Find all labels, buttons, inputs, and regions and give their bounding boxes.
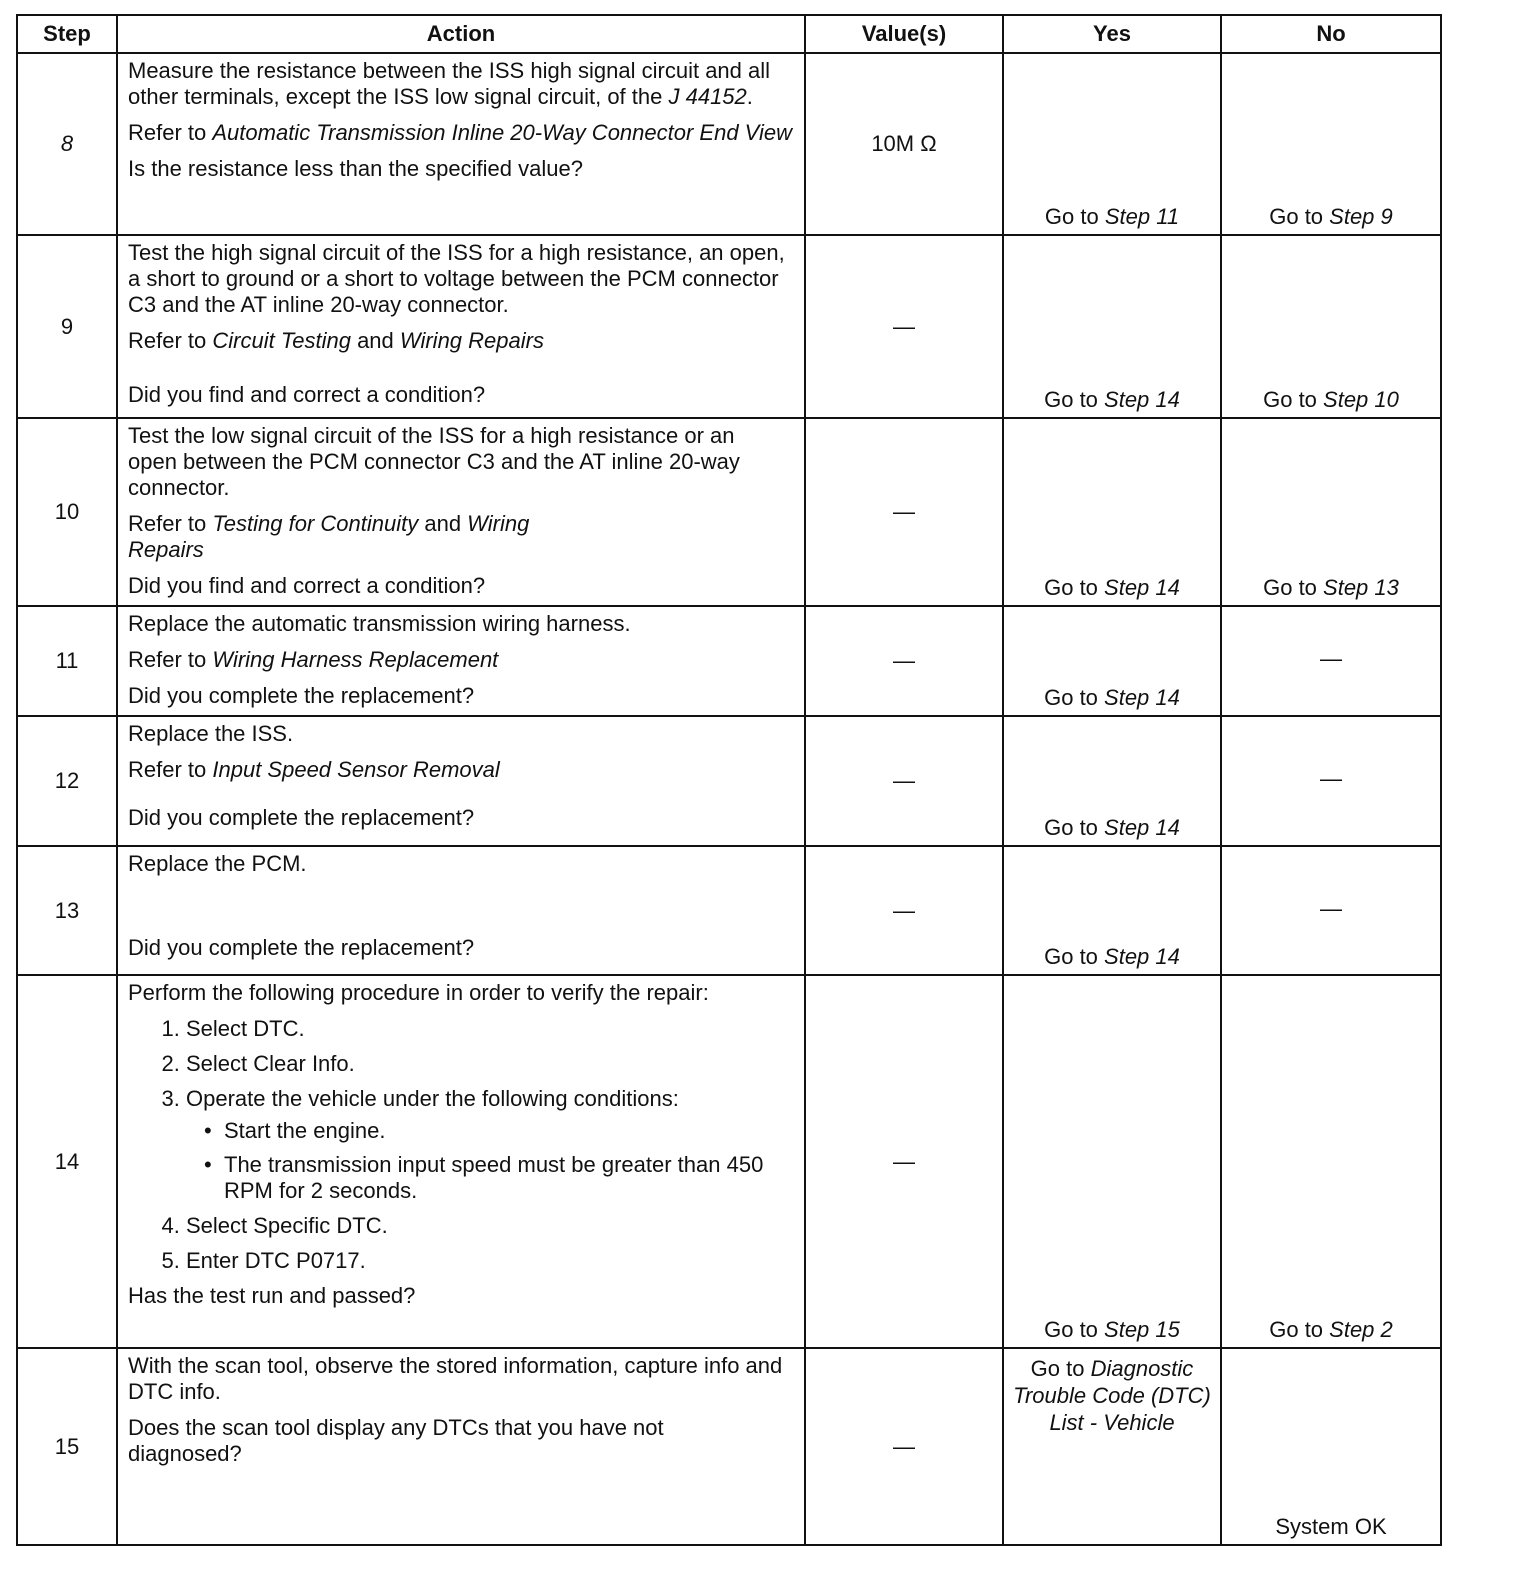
yes-link[interactable]: Step 11 <box>1104 204 1180 229</box>
action-text: Replace the PCM. <box>128 851 307 876</box>
step-number: 11 <box>17 606 117 716</box>
action-cell <box>117 606 805 716</box>
yes-link[interactable]: Step 15 <box>1104 1317 1180 1342</box>
yes-link[interactable]: Step 14 <box>1104 575 1180 600</box>
no-cell: — <box>1221 716 1441 846</box>
action-question: Did you find and correct a condition? <box>128 382 486 407</box>
reference-link[interactable]: Wiring Repairs <box>128 511 530 562</box>
yes-cell: Go to Step 14 <box>1003 418 1221 606</box>
action-question: Did you find and correct a condition? <box>128 573 486 598</box>
step-number: 12 <box>17 716 117 846</box>
step-number: 13 <box>17 846 117 975</box>
reference-link[interactable]: Wiring Repairs <box>399 328 544 353</box>
no-cell: — <box>1221 606 1441 716</box>
action-cell <box>117 418 805 606</box>
yes-cell: Go to Step 14 <box>1003 716 1221 846</box>
header-action: Action <box>117 15 805 53</box>
header-row <box>17 15 1441 53</box>
action-text: Replace the automatic transmission wiring harness. <box>128 611 631 636</box>
diagnostic-table <box>16 14 1442 1546</box>
list-item: • The transmission input speed must be greater than 450 RPM for 2 seconds. <box>224 1152 794 1204</box>
action-cell <box>117 975 805 1348</box>
table-row <box>17 975 1441 1348</box>
table-row <box>17 716 1441 846</box>
value-cell: — <box>805 235 1003 418</box>
table-row <box>17 418 1441 606</box>
action-question: Does the scan tool display any DTCs that you have not diagnosed? <box>128 1415 664 1466</box>
no-cell: Go to Step 13 <box>1221 418 1441 606</box>
list-item: • Start the engine. <box>224 1118 794 1144</box>
action-text: Replace the ISS. <box>128 721 294 746</box>
reference-link[interactable]: Testing for Continuity <box>212 511 419 536</box>
yes-cell: Go to Step 14 <box>1003 235 1221 418</box>
step-number: 10 <box>17 418 117 606</box>
action-question: Is the resistance less than the specified value? <box>128 156 583 181</box>
yes-cell: Go to Step 11 <box>1003 53 1221 235</box>
action-reference: Refer to Wiring Harness Replacement <box>128 647 499 672</box>
no-link[interactable]: Step 2 <box>1329 1317 1393 1342</box>
action-cell <box>117 716 805 846</box>
reference-link[interactable]: Input Speed Sensor Removal <box>212 757 500 782</box>
no-cell: Go to Step 9 <box>1221 53 1441 235</box>
value-cell: — <box>805 606 1003 716</box>
action-question: Has the test run and passed? <box>128 1283 416 1308</box>
action-cell <box>117 1348 805 1545</box>
yes-cell: Go to Step 14 <box>1003 846 1221 975</box>
value-cell: — <box>805 1348 1003 1545</box>
step-number: 9 <box>17 235 117 418</box>
yes-link[interactable]: Step 14 <box>1104 685 1180 710</box>
list-item: 4. Select Specific DTC. <box>186 1213 794 1239</box>
table-row <box>17 235 1441 418</box>
no-cell: — <box>1221 846 1441 975</box>
conditions-list <box>186 1118 794 1204</box>
reference-link[interactable]: Wiring Harness Replacement <box>212 647 499 672</box>
list-item: 1. Select DTC. <box>186 1016 794 1042</box>
action-cell <box>117 53 805 235</box>
action-text: Perform the following procedure in order to verify the repair: <box>128 980 709 1005</box>
table-row <box>17 846 1441 975</box>
value-cell: — <box>805 418 1003 606</box>
action-cell <box>117 846 805 975</box>
action-text: Test the low signal circuit of the ISS for a high resistance or an open between the PCM connector C3 and the AT inline 20-way connector. <box>128 423 740 500</box>
tool-reference: J 44152 <box>668 84 747 109</box>
header-no: No <box>1221 15 1441 53</box>
yes-link[interactable]: Step 14 <box>1104 387 1180 412</box>
value-cell: — <box>805 846 1003 975</box>
reference-link[interactable]: Automatic Transmission Inline 20-Way Connector End View <box>212 120 792 145</box>
no-cell: Go to Step 10 <box>1221 235 1441 418</box>
action-cell <box>117 235 805 418</box>
header-values: Value(s) <box>805 15 1003 53</box>
value-cell: — <box>805 716 1003 846</box>
header-step: Step <box>17 15 117 53</box>
no-link[interactable]: Step 13 <box>1323 575 1399 600</box>
yes-cell: Go to Step 15 <box>1003 975 1221 1348</box>
list-item: 2. Select Clear Info. <box>186 1051 794 1077</box>
step-number: 14 <box>17 975 117 1348</box>
procedure-list <box>128 1016 794 1274</box>
no-link[interactable]: Step 9 <box>1329 204 1393 229</box>
list-item: 3. Operate the vehicle under the following conditions: • Start the engine. • The transmission input speed must be greater than 450 RPM for 2 seconds. <box>186 1086 794 1204</box>
no-cell: Go to Step 2 <box>1221 975 1441 1348</box>
yes-link[interactable]: Diagnostic Trouble Code (DTC) List - Vehicle <box>1013 1356 1211 1435</box>
reference-link[interactable]: Circuit Testing <box>212 328 351 353</box>
action-reference: Refer to Automatic Transmission Inline 20-Way Connector End View <box>128 120 792 145</box>
table-row <box>17 1348 1441 1545</box>
header-yes: Yes <box>1003 15 1221 53</box>
action-reference: Refer to Testing for Continuity and Wiring Repairs <box>128 511 530 562</box>
yes-cell: Go to Step 14 <box>1003 606 1221 716</box>
table-row <box>17 53 1441 235</box>
action-text: Measure the resistance between the ISS high signal circuit and all other terminals, except the ISS low signal circuit, of the J 44152. <box>128 58 771 109</box>
value-cell: 10M Ω <box>805 53 1003 235</box>
action-reference: Refer to Input Speed Sensor Removal <box>128 757 500 782</box>
yes-link[interactable]: Step 14 <box>1104 815 1180 840</box>
yes-link[interactable]: Step 14 <box>1104 944 1180 969</box>
action-question: Did you complete the replacement? <box>128 683 475 708</box>
value-cell: — <box>805 975 1003 1348</box>
yes-cell: Go to Diagnostic Trouble Code (DTC) List - Vehicle <box>1003 1348 1221 1545</box>
action-text: With the scan tool, observe the stored information, capture info and DTC info. <box>128 1353 783 1404</box>
step-number: 8 <box>17 53 117 235</box>
step-number: 15 <box>17 1348 117 1545</box>
action-reference: Refer to Circuit Testing and Wiring Repairs <box>128 328 544 353</box>
no-link[interactable]: Step 10 <box>1323 387 1399 412</box>
list-item: 5. Enter DTC P0717. <box>186 1248 794 1274</box>
table-row <box>17 606 1441 716</box>
no-cell: System OK <box>1221 1348 1441 1545</box>
action-question: Did you complete the replacement? <box>128 805 475 830</box>
action-question: Did you complete the replacement? <box>128 935 475 960</box>
action-text: Test the high signal circuit of the ISS for a high resistance, an open, a short to ground or a short to voltage between the PCM connector C3 and the AT inline 20-way connector. <box>128 240 785 317</box>
